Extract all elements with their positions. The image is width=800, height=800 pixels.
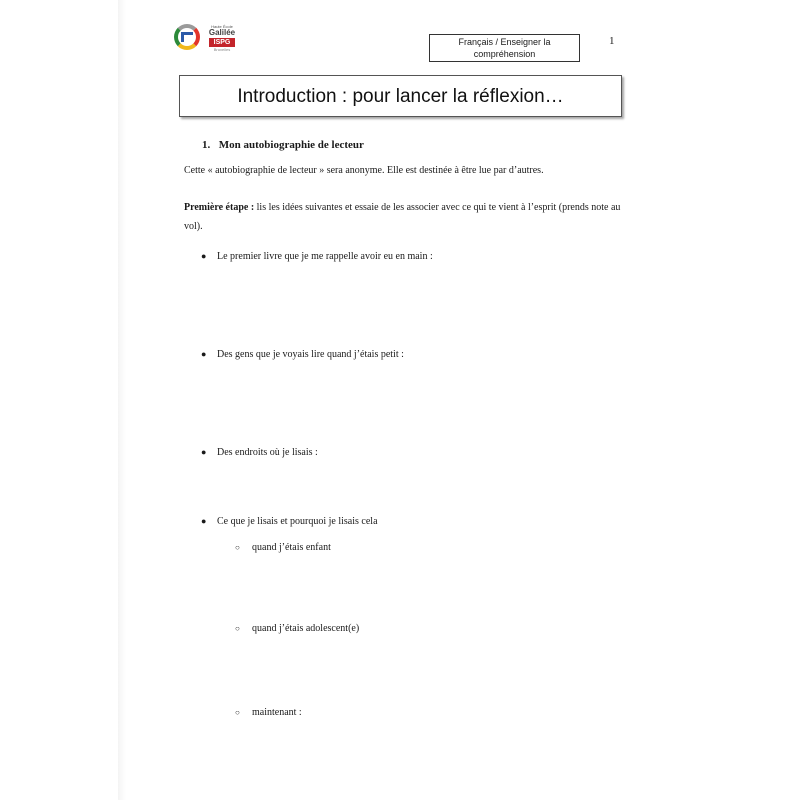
bullet-icon: ● — [201, 251, 207, 261]
section-title: Mon autobiographie de lecteur — [218, 139, 364, 151]
page-background — [118, 0, 800, 800]
bullet-icon: ● — [201, 349, 207, 359]
page-number: 1 — [609, 35, 615, 47]
course-label-box — [429, 34, 580, 62]
sub-list-item-text: quand j’étais adolescent(e) — [252, 623, 360, 634]
school-logo — [172, 24, 242, 54]
sub-list-item-text: quand j’étais enfant — [252, 542, 331, 553]
logo-school-name: Galilée — [208, 28, 236, 37]
circle-bullet-icon: ○ — [235, 624, 240, 633]
course-label-line1: Français / Enseigner la — [458, 37, 551, 47]
step-paragraph — [184, 198, 624, 236]
step-label: Première étape : — [184, 202, 255, 213]
logo-school-type: Haute École — [211, 24, 233, 29]
section-heading — [202, 139, 364, 151]
sub-list-item — [235, 541, 331, 555]
list-item-text: Des gens que je voyais lire quand j’étais petit : — [217, 349, 404, 360]
logo-city: Bruxelles — [213, 47, 231, 52]
sub-list-item — [235, 622, 359, 636]
bullet-icon: ● — [201, 516, 207, 526]
section-number: 1. — [202, 139, 211, 151]
intro-paragraph: Cette « autobiographie de lecteur » sera anonyme. Elle est destinée à être lue par d’autres. — [184, 165, 544, 176]
step-text: lis les idées suivantes et essaie de les associer avec ce qui te vient à l’esprit (prends note au vol). — [184, 202, 621, 232]
logo-text — [204, 24, 240, 52]
bullet-icon: ● — [201, 447, 207, 457]
sub-list-item — [235, 706, 302, 720]
logo-g-mark-icon — [181, 32, 193, 42]
list-item-text: Des endroits où je lisais : — [217, 447, 318, 458]
list-item — [201, 514, 378, 529]
list-item — [201, 249, 433, 264]
list-item-text: Le premier livre que je me rappelle avoir eu en main : — [217, 251, 433, 262]
circle-bullet-icon: ○ — [235, 543, 240, 552]
document-title: Introduction : pour lancer la réflexion… — [179, 75, 622, 117]
circle-bullet-icon: ○ — [235, 708, 240, 717]
list-item-text: Ce que je lisais et pourquoi je lisais cela — [217, 516, 378, 527]
course-label-line2: compréhension — [473, 49, 536, 59]
list-item — [201, 347, 404, 362]
sub-list-item-text: maintenant : — [252, 707, 302, 718]
list-item — [201, 445, 318, 460]
logo-badge: ISPG — [209, 38, 235, 47]
